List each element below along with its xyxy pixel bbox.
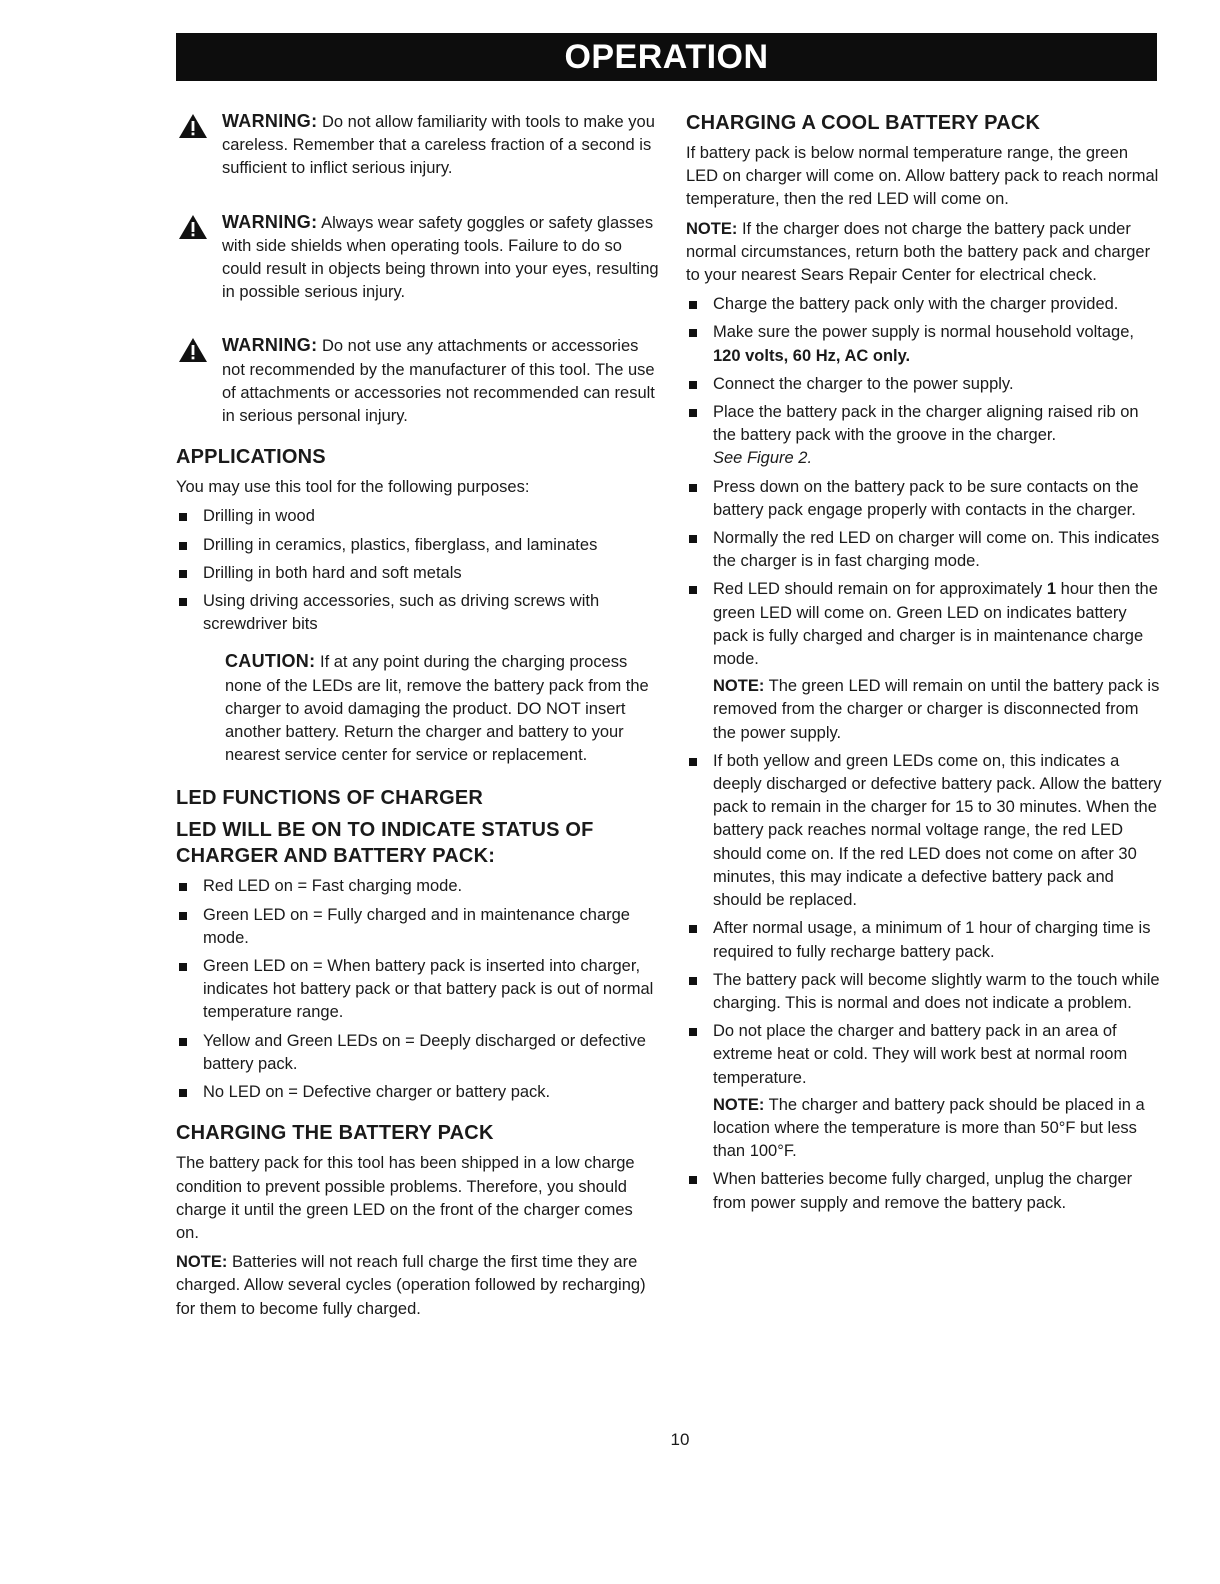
list-item: The battery pack will become slightly warm to the touch while charging. This is normal and does not indicate a problem. <box>686 969 1164 1015</box>
note-text: The charger and battery pack should be placed in a location where the temperature is more than 50°F but less than 100°F. <box>713 1095 1145 1161</box>
list-item: Normally the red LED on charger will come on. This indicates the charger is in fast charging mode. <box>686 527 1164 573</box>
warning-label: WARNING: <box>222 111 318 131</box>
item-text: Do not place the charger and battery pack in an area of extreme heat or cold. They will work best at normal room temperature. <box>713 1022 1128 1087</box>
item-note <box>713 1094 1164 1164</box>
warning-block <box>176 334 660 428</box>
charging-instructions-list <box>686 293 1164 1215</box>
list-item: Using driving accessories, such as driving screws with screwdriver bits <box>176 590 660 636</box>
warning-icon <box>178 337 208 363</box>
voltage-spec: 120 volts, 60 Hz, AC only. <box>713 346 911 365</box>
item-text: Place the battery pack in the charger aligning raised rib on the battery pack with the groove in the charger. <box>713 403 1139 445</box>
list-item: No LED on = Defective charger or battery pack. <box>176 1081 660 1104</box>
applications-heading: APPLICATIONS <box>176 446 326 469</box>
note-label: NOTE: <box>713 677 765 696</box>
warning-block <box>176 110 660 181</box>
list-item: Drilling in wood <box>176 505 660 528</box>
list-item: Green LED on = Fully charged and in maintenance charge mode. <box>176 904 660 950</box>
list-item: If both yellow and green LEDs come on, this indicates a deeply discharged or defective battery pack. Allow the battery pack to remain in the charger for 15 to 30 minutes. When the battery pack reaches normal voltage range, the red LED should come on. If the red LED does not come on after 30 minutes, this may indicate a defective battery pack and should be replaced. <box>686 750 1164 912</box>
charging-battery-heading: CHARGING THE BATTERY PACK <box>176 1122 494 1145</box>
hour-value: 1 <box>1046 580 1057 599</box>
led-status-list <box>176 875 660 1104</box>
warning-label: WARNING: <box>222 211 318 232</box>
left-column <box>176 110 660 1327</box>
list-item <box>686 401 1164 471</box>
warning-icon <box>178 113 208 139</box>
applications-intro: You may use this tool for the following purposes: <box>176 478 530 497</box>
led-functions-heading: LED FUNCTIONS OF CHARGER <box>176 787 484 810</box>
charging-battery-text: The battery pack for this tool has been shipped in a low charge condition to prevent possible problems. Therefore, you should charge it until the green LED on the front of the charger comes on. <box>176 1154 635 1242</box>
warning-text: Do not allow familiarity with tools to make you careless. Remember that a careless fraction of a second is sufficient to inflict serious injury. <box>222 113 655 178</box>
item-note <box>713 675 1164 745</box>
list-item <box>686 321 1164 367</box>
warning-block <box>176 211 660 305</box>
item-text: Red LED should remain on for approximately <box>713 580 1043 599</box>
applications-list <box>176 505 660 636</box>
list-item: After normal usage, a minimum of 1 hour of charging time is required to fully recharge battery pack. <box>686 917 1164 963</box>
list-item: Drilling in both hard and soft metals <box>176 562 660 585</box>
page-number: 10 <box>670 1430 690 1449</box>
charging-battery-note <box>176 1251 660 1321</box>
list-item <box>686 578 1164 744</box>
list-item: When batteries become fully charged, unplug the charger from power supply and remove the battery pack. <box>686 1168 1164 1214</box>
warning-icon <box>178 214 208 240</box>
note-label: NOTE: <box>176 1253 228 1272</box>
list-item <box>686 1020 1164 1163</box>
note-label: NOTE: <box>686 219 738 238</box>
list-item: Charge the battery pack only with the charger provided. <box>686 293 1164 316</box>
right-column <box>686 110 1164 1221</box>
caution-block <box>176 650 660 767</box>
cool-battery-note <box>686 218 1164 288</box>
led-status-subheading: LED WILL BE ON TO INDICATE STATUS OF CHARGER AND BATTERY PACK: <box>176 819 594 868</box>
note-label: NOTE: <box>713 1095 765 1114</box>
figure-reference: See Figure 2. <box>713 449 813 468</box>
warning-text: Always wear safety goggles or safety glasses with side shields when operating tools. Failure to do so could result in objects being thrown into your eyes, resulting in possible serious injury. <box>222 213 659 302</box>
warning-text: Do not use any attachments or accessories not recommended by the manufacturer of this tool. The use of attachments or accessories not recommended can result in serious personal injury. <box>222 337 655 426</box>
item-text: hour then the green LED will come on. Green LED on indicates battery pack is fully charged and charger is in maintenance charge mode. <box>713 580 1158 669</box>
list-item: Red LED on = Fast charging mode. <box>176 875 660 898</box>
note-text: The green LED will remain on until the battery pack is removed from the charger or charger is disconnected from the power supply. <box>713 677 1160 742</box>
cool-battery-heading: CHARGING A COOL BATTERY PACK <box>686 112 1041 134</box>
warning-label: WARNING: <box>222 335 318 356</box>
note-text: If the charger does not charge the battery pack under normal circumstances, return both the battery pack and charger to your nearest Sears Repair Center for electrical check. <box>686 219 1151 285</box>
caution-label: CAUTION: <box>225 651 316 672</box>
item-text: Make sure the power supply is normal household voltage, <box>713 323 1134 342</box>
list-item: Yellow and Green LEDs on = Deeply discharged or defective battery pack. <box>176 1030 660 1076</box>
caution-text: If at any point during the charging process none of the LEDs are lit, remove the battery pack from the charger to avoid damaging the product. DO NOT insert another battery. Return the charger and battery to your nearest service center for service or replacement. <box>225 653 649 765</box>
cool-battery-text: If battery pack is below normal temperature range, the green LED on charger will come on. Allow battery pack to reach normal temperature, then the red LED will come on. <box>686 144 1159 209</box>
page-title: OPERATION <box>176 33 1157 81</box>
list-item: Connect the charger to the power supply. <box>686 373 1164 396</box>
note-text: Batteries will not reach full charge the first time they are charged. Allow several cycles (operation followed by recharging) for them to become fully charged. <box>176 1253 646 1318</box>
list-item: Green LED on = When battery pack is inserted into charger, indicates hot battery pack or that battery pack is out of normal temperature range. <box>176 955 660 1025</box>
list-item: Drilling in ceramics, plastics, fiberglass, and laminates <box>176 534 660 557</box>
list-item: Press down on the battery pack to be sure contacts on the battery pack engage properly with contacts in the charger. <box>686 476 1164 522</box>
